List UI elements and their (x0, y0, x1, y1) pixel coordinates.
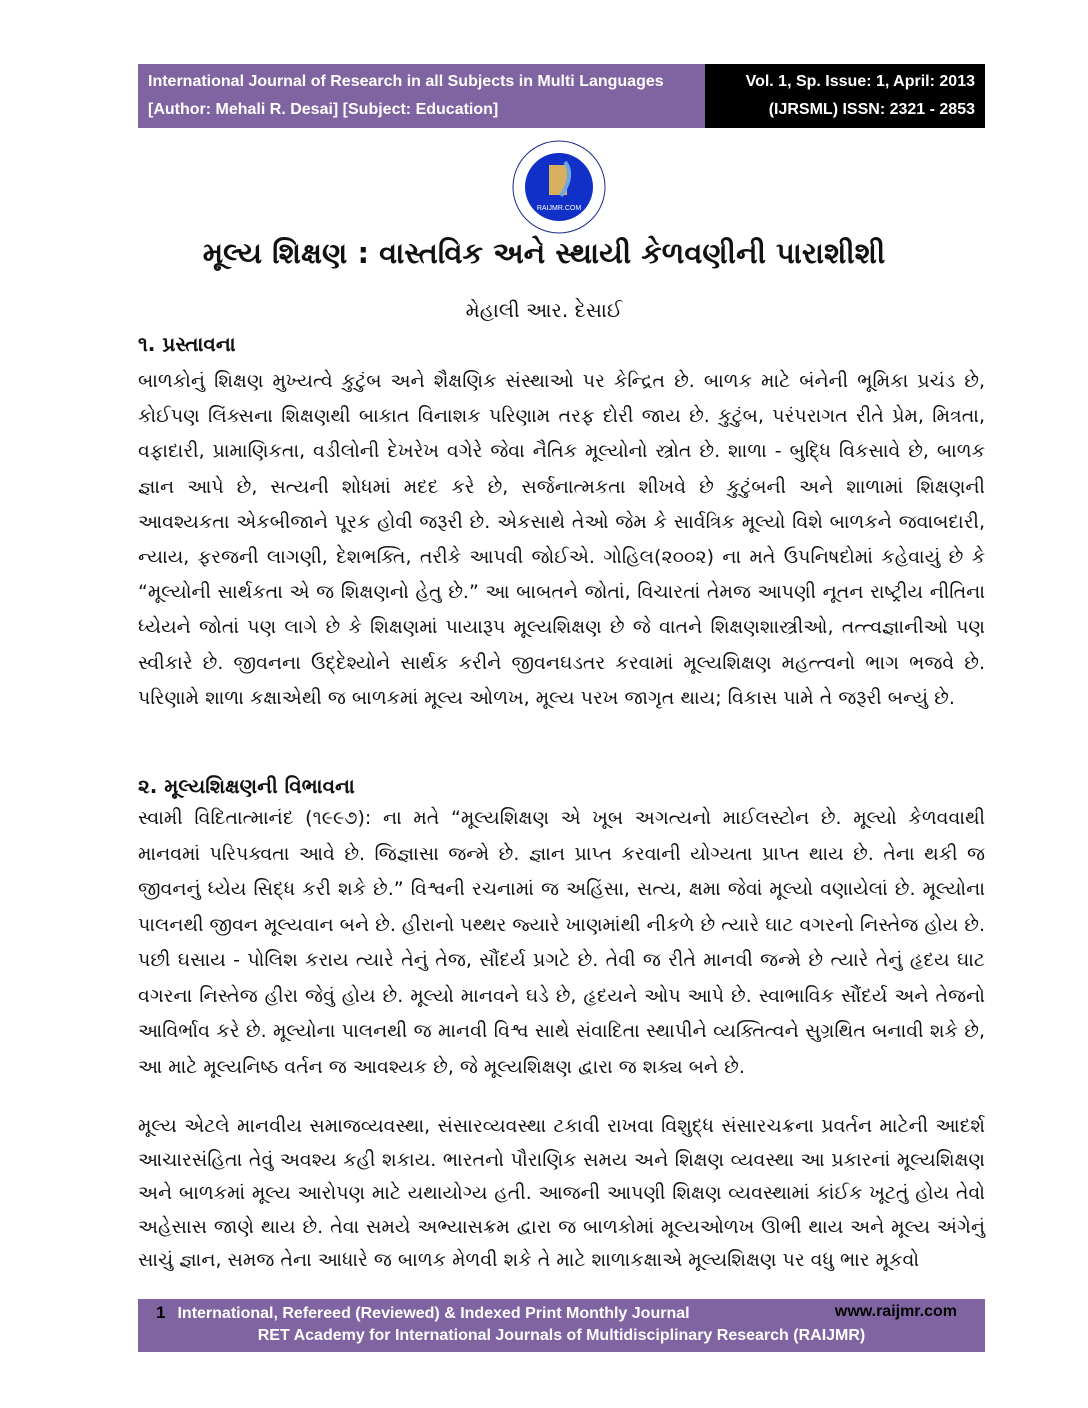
page-number: 1 (156, 1303, 166, 1322)
page-footer (138, 1299, 985, 1352)
section-heading: ૧. પ્રસ્તાવના (138, 332, 236, 356)
logo-text: RAIJMR.COM (536, 205, 582, 212)
volume-info: Vol. 1, Sp. Issue: 1, April: 2013 (745, 73, 975, 90)
paragraph: બાળકોનું શિક્ષણ મુખ્યત્વે કુટુંબ અને શૈક્ષણિક સંસ્થાઓ પર કેન્દ્રિત છે. બાળક માટે બંનેની ભૂમિકા પ્રચંડ છે, કોઈપણ લિંક્સના શિક્ષણથી બાકાત વિનાશક પરિણામ તરફ દોરી જાય છે. કુટુંબ, પરંપરાગત રીતે પ્રેમ, મિત્રતા, વફાદારી, પ્રામાણિકતા, વડીલોની દેખરેખ વગેરે જેવા નૈતિક મૂલ્યોનો સ્ત્રોત છે. શાળા - બુદ્ધિ વિકસાવે છે, બાળક જ્ઞાન આપે છે, સત્યની શોધમાં મદદ કરે છે, સર્જનાત્મકતા શીખવે છે કુટુંબની અને શાળામાં શિક્ષણની આવશ્યકતા એકબીજાને પૂરક હોવી જરૂરી છે. એકસાથે તેઓ જેમ કે સાર્વત્રિક મૂલ્યો વિશે બાળકને જવાબદારી, ન્યાય, ફરજની લાગણી, દેશભક્તિ, તરીકે આપવી જોઈએ. ગોહિલ(૨૦૦૨) ના મતે ઉપનિષદોમાં કહેવાયું છે કે “મૂલ્યોની સાર્થકતા એ જ શિક્ષણનો હેતુ છે.” આ બાબતને જોતાં, વિચારતાં તેમજ આપણી નૂતન રાષ્ટ્રીય નીતિના ધ્યેયને જોતાં પણ લાગે છે કે શિક્ષણમાં પાયારૂપ મૂલ્યશિક્ષણ છે જે વાતને શિક્ષણશાસ્ત્રીઓ, તત્ત્વજ્ઞાનીઓ પણ સ્વીકારે છે. જીવનના ઉદ્દેશ્યોને સાર્થક કરીને જીવનઘડતર કરવામાં મૂલ્યશિક્ષણ મહત્ત્વનો ભાગ ભજવે છે. પરિણામે શાળા કક્ષાએથી જ બાળકમાં મૂલ્ય ઓળખ, મૂલ્ય પરખ જાગૃત થાય; વિકાસ પામે તે જરૂરી બન્યું છે. (138, 370, 985, 709)
article-title: મૂલ્ય શિક્ષણ : વાસ્તવિક અને સ્થાયી કેળવણીની પારાશીશી (202, 236, 886, 270)
journal-name: International Journal of Research in all Subjects in Multi Languages (148, 73, 664, 90)
paragraph: સ્વામી વિદિતાત્માનંદ (૧૯૯૭): ના મતે “મૂલ્યશિક્ષણ એ ખૂબ અગત્યનો માઈલસ્ટોન છે. મૂલ્યો કેળવવાથી માનવમાં પરિપક્વતા આવે છે. જિજ્ઞાસા જન્મે છે. જ્ઞાન પ્રાપ્ત કરવાની યોગ્યતા પ્રાપ્ત થાય છે. તેના થકી જ જીવનનું ધ્યેય સિદ્ધ કરી શકે છે.” વિશ્વની રચનામાં જ અહિંસા, સત્ય, ક્ષમા જેવાં મૂલ્યો વણાયેલાં છે. મૂલ્યોના પાલનથી જીવન મૂલ્યવાન બને છે. હીરાનો પથ્થર જ્યારે ખાણમાંથી નીકળે છે ત્યારે ઘાટ વગરનો નિસ્તેજ હોય છે. પછી ઘસાય - પોલિશ કરાય ત્યારે તેનું તેજ, સૌંદર્ય પ્રગટે છે. તેવી જ રીતે માનવી જન્મે છે ત્યારે તેનું હૃદય ઘાટ વગરના નિસ્તેજ હીરા જેવું હોય છે. મૂલ્યો માનવને ઘડે છે, હૃદયને ઓપ આપે છે. સ્વાભાવિક સૌંદર્ય અને તેજનો આવિર્ભાવ કરે છે. મૂલ્યોના પાલનથી જ માનવી વિશ્વ સાથે સંવાદિતા સ્થાપીને વ્યક્તિત્વને સુગ્રથિત બનાવી શકે છે, આ માટે મૂલ્યનિષ્ઠ વર્તન જ આવશ્યક છે, જે મૂલ્યશિક્ષણ દ્વારા જ શક્ય બને છે. (138, 807, 985, 1078)
header-left (138, 64, 705, 128)
issn-info: (IJRSML) ISSN: 2321 - 2853 (768, 101, 975, 118)
header-right (705, 64, 985, 128)
section-heading: ૨. મૂલ્યશિક્ષણની વિભાવના (138, 774, 355, 798)
footer-publisher: RET Academy for International Journals of Multidisciplinary Research (RAIJMR) (257, 1327, 866, 1344)
footer-tagline: International, Refereed (Reviewed) & Indexed Print Monthly Journal (177, 1305, 690, 1322)
author-subject: [Author: Mehali R. Desai] [Subject: Education] (148, 101, 499, 118)
footer-url-link[interactable]: www.raijmr.com (834, 1303, 957, 1320)
paragraph: મૂલ્ય એટલે માનવીય સમાજવ્યવસ્થા, સંસારવ્યવસ્થા ટકાવી રાખવા વિશુદ્ધ સંસારચક્રના પ્રવર્તન માટેની આદર્શ આચારસંહિતા તેવું અવશ્ય કહી શકાય. ભારતનો પૌરાણિક સમય અને શિક્ષણ વ્યવસ્થા આ પ્રકારનાં મૂલ્યશિક્ષણ અને બાળકમાં મૂલ્ય આરોપણ માટે યથાયોગ્ય હતી. આજની આપણી શિક્ષણ વ્યવસ્થામાં કાંઈક ખૂટતું હોય તેવો અહેસાસ જાણે થાય છે. તેવા સમયે અભ્યાસક્રમ દ્વારા જ બાળકોમાં મૂલ્યઓળખ ઊભી થાય અને મૂલ્ય અંગેનું સાચું જ્ઞાન, સમજ તેના આધારે જ બાળક મેળવી શકે તે માટે શાળાકક્ષાએ મૂલ્યશિક્ષણ પર વધુ ભાર મૂકવો (138, 1115, 985, 1271)
journal-header (138, 64, 985, 128)
journal-logo (505, 140, 613, 235)
article-author: મેહાલી આર. દેસાઈ (465, 298, 623, 322)
footer-line-1 (156, 1303, 690, 1323)
